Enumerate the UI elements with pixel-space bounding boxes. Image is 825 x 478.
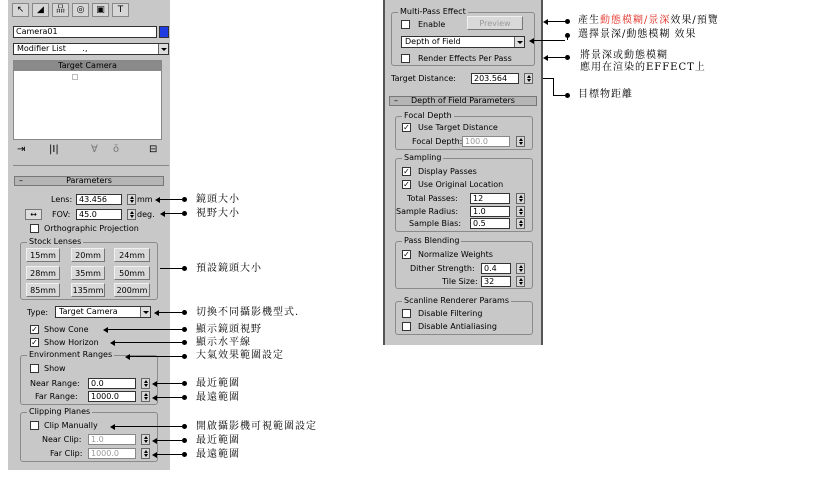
- fov-label: FOV:: [52, 210, 71, 219]
- type-label: Type:: [27, 308, 49, 317]
- leader-apply: [548, 57, 565, 58]
- sample-bias-spinner[interactable]: 0.5: [470, 218, 510, 229]
- far-clip-spinner[interactable]: 1000.0: [88, 448, 136, 459]
- leader-target-h2: [553, 95, 565, 96]
- annotation-apply-line2: 應用在渲染的EFFECT上: [580, 62, 706, 73]
- arrow-fov: [160, 211, 165, 217]
- far-clip-arrows[interactable]: [141, 448, 150, 459]
- chevron-down-icon: [158, 44, 168, 54]
- stack-tools: [13, 144, 169, 158]
- stack-cursor: [72, 74, 78, 80]
- target-distance-field[interactable]: 203.564: [471, 73, 519, 84]
- sample-radius-spinner[interactable]: 1.0: [470, 206, 510, 217]
- multipass-effect-title: Multi-Pass Effect: [400, 7, 466, 16]
- lens-28mm-button[interactable]: 28mm: [26, 266, 60, 280]
- sample-radius-label: Sample Radius:: [396, 207, 459, 216]
- leader-target-h1: [543, 78, 554, 79]
- show-cone-checkbox[interactable]: ✓: [31, 325, 38, 334]
- total-passes-spinner[interactable]: 12: [470, 193, 510, 204]
- arrow-apply: [543, 55, 548, 61]
- annotation-far-range: 最遠範圍: [196, 392, 240, 403]
- bullet-type: [182, 310, 187, 315]
- pass-blending-title: Pass Blending: [404, 236, 460, 245]
- modifier-list-dropdown[interactable]: [13, 43, 169, 55]
- annotation-type: 切換不同攝影機型式.: [196, 307, 300, 318]
- sample-bias-arrows[interactable]: [516, 218, 525, 229]
- leader-type: [159, 312, 182, 313]
- annotation-multipass-prefix: 產生: [578, 15, 600, 26]
- annotation-far-clip: 最遠範圍: [196, 449, 240, 460]
- scanline-params-title: Scanline Renderer Params: [404, 296, 510, 305]
- leader-horizon: [115, 342, 182, 343]
- leader-near-clip: [157, 440, 182, 441]
- target-distance-arrows[interactable]: [524, 73, 533, 84]
- clip-manually-checkbox[interactable]: [30, 421, 39, 430]
- object-name-field[interactable]: Camera01: [13, 26, 157, 38]
- modifier-stack: [13, 60, 162, 140]
- bullet-lens: [182, 197, 187, 202]
- bullet-horizon: [182, 340, 187, 345]
- tile-size-spinner[interactable]: 32: [481, 276, 511, 287]
- environment-ranges-title: Environment Ranges: [29, 350, 113, 359]
- lens-spinner-arrows[interactable]: [127, 194, 136, 205]
- bullet-clip: [182, 424, 187, 429]
- bullet-multipass: [565, 19, 570, 24]
- lens-200mm-button[interactable]: 200mm: [114, 283, 150, 297]
- fov-spinner[interactable]: 45.0: [76, 209, 122, 220]
- enable-label: Enable: [418, 20, 446, 29]
- use-original-location-checkbox[interactable]: ✓: [403, 180, 410, 189]
- tile-size-label: Tile Size:: [442, 277, 478, 286]
- annotation-select: 選擇景深/動態模糊 效果: [578, 29, 697, 40]
- leader-stock: [160, 268, 182, 269]
- bullet-fov: [182, 211, 187, 216]
- arrow-multipass: [543, 19, 548, 25]
- modifier-list-label: Modifier List: [17, 44, 66, 53]
- show-cone-label: Show Cone: [44, 325, 89, 334]
- camera-type-dropdown[interactable]: [55, 306, 151, 318]
- annotation-multipass: [578, 15, 719, 27]
- ortho-label: Orthographic Projection: [44, 224, 139, 233]
- far-range-label: Far Range:: [35, 392, 78, 401]
- chevron-down-icon: [140, 307, 150, 317]
- focal-depth-arrows[interactable]: [516, 136, 525, 147]
- annotation-stock: 預設鏡頭大小: [196, 263, 262, 274]
- bullet-far-clip: [182, 452, 187, 457]
- leader-near-range: [157, 383, 182, 384]
- stock-lenses-title: Stock Lenses: [29, 237, 82, 246]
- clipping-planes-title: Clipping Planes: [29, 407, 91, 416]
- right-panel-border-right: [541, 0, 543, 345]
- bullet-apply: [565, 55, 570, 60]
- motion-icon[interactable]: ◎: [72, 3, 89, 17]
- leader-cone: [108, 329, 182, 330]
- clip-manually-label: Clip Manually: [44, 421, 98, 430]
- lens-35mm-button[interactable]: 35mm: [71, 266, 105, 280]
- leader-lens: [160, 199, 182, 200]
- normalize-weights-label: Normalize Weights: [418, 250, 493, 259]
- preview-button[interactable]: Preview: [467, 16, 523, 30]
- annotation-target: 目標物距離: [578, 89, 633, 100]
- disable-antialiasing-label: Disable Antialiasing: [418, 322, 497, 331]
- far-range-arrows[interactable]: [141, 391, 150, 402]
- arrow-clip: [110, 424, 115, 430]
- hierarchy-icon[interactable]: 品: [52, 3, 69, 17]
- modifier-list-extra: .,: [82, 44, 88, 53]
- parameters-title: Parameters: [66, 176, 112, 185]
- lens-50mm-button[interactable]: 50mm: [114, 266, 150, 280]
- fov-unit: deg.: [137, 210, 155, 219]
- lens-unit: mm: [137, 195, 153, 204]
- render-effects-checkbox[interactable]: [401, 54, 410, 63]
- leader-clip: [115, 426, 182, 427]
- arrow-horizon: [110, 340, 115, 346]
- show-horizon-checkbox[interactable]: ✓: [31, 338, 38, 347]
- modify-icon[interactable]: ◢: [32, 3, 49, 17]
- remove-modifier-icon[interactable]: ō: [113, 144, 120, 155]
- render-effects-label: Render Effects Per Pass: [418, 54, 512, 63]
- command-tabs: [8, 2, 170, 20]
- bullet-far-range: [182, 395, 187, 400]
- object-color-swatch[interactable]: [159, 26, 169, 38]
- arrow-near-clip: [152, 438, 157, 444]
- chevron-down-icon: [514, 37, 524, 47]
- lens-85mm-button[interactable]: 85mm: [26, 283, 60, 297]
- far-range-spinner[interactable]: 1000.0: [88, 391, 136, 402]
- near-range-label: Near Range:: [30, 379, 80, 388]
- far-clip-label: Far Clip:: [50, 449, 83, 458]
- env-show-label: Show: [44, 364, 66, 373]
- utilities-icon[interactable]: T: [112, 3, 129, 17]
- near-clip-spinner[interactable]: 1.0: [88, 434, 136, 445]
- sampling-title: Sampling: [404, 153, 442, 162]
- leader-select-v: [567, 35, 568, 40]
- lens-15mm-button[interactable]: 15mm: [26, 248, 60, 262]
- leader-multipass: [548, 21, 565, 22]
- disable-filtering-label: Disable Filtering: [418, 309, 483, 318]
- annotation-lens: 鏡頭大小: [196, 194, 240, 205]
- parameters-rollout[interactable]: [14, 176, 164, 186]
- focal-depth-title: Focal Depth: [404, 111, 452, 120]
- collapse-icon: –: [19, 176, 23, 185]
- bullet-stock: [182, 266, 187, 271]
- total-passes-label: Total Passes:: [407, 194, 458, 203]
- annotation-multipass-red: 動態模糊/景深: [600, 15, 671, 26]
- arrow-near-range: [152, 381, 157, 387]
- sample-bias-label: Sample Bias:: [409, 219, 462, 228]
- annotation-horizon: 顯示水平線: [196, 337, 251, 348]
- dither-strength-arrows[interactable]: [516, 263, 525, 274]
- arrow-select: [529, 38, 534, 44]
- sample-radius-arrows[interactable]: [516, 206, 525, 217]
- near-clip-label: Near Clip:: [42, 435, 82, 444]
- normalize-weights-checkbox[interactable]: ✓: [403, 250, 410, 259]
- ortho-checkbox[interactable]: [30, 224, 39, 233]
- bullet-cone: [182, 327, 187, 332]
- annotation-apply-line1: 將景深或動態模糊: [580, 50, 668, 61]
- right-panel-border-left: [383, 0, 385, 345]
- effect-dropdown[interactable]: [401, 36, 525, 48]
- annotation-clip: 開啟攝影機可視範圍設定: [196, 421, 317, 432]
- annotation-near-clip: 最近範圍: [196, 435, 240, 446]
- lens-20mm-button[interactable]: 20mm: [71, 248, 105, 262]
- create-icon[interactable]: ↖: [12, 3, 29, 17]
- dof-parameters-rollout[interactable]: [389, 96, 537, 106]
- focal-depth-label: Focal Depth:: [412, 137, 463, 146]
- stack-item-target-camera[interactable]: Target Camera: [14, 61, 161, 71]
- dither-strength-spinner[interactable]: 0.4: [481, 263, 511, 274]
- divider: [13, 165, 169, 166]
- bullet-target: [565, 93, 570, 98]
- disable-filtering-checkbox[interactable]: [402, 309, 411, 318]
- use-target-distance-checkbox[interactable]: ✓: [403, 123, 410, 132]
- lens-24mm-button[interactable]: 24mm: [114, 248, 150, 262]
- annotation-env: 大氣效果範圍設定: [196, 350, 284, 361]
- arrow-far-range: [152, 395, 157, 401]
- annotation-near-range: 最近範圍: [196, 378, 240, 389]
- display-passes-label: Display Passes: [418, 167, 477, 176]
- leader-far-clip: [157, 454, 182, 455]
- lens-label: Lens:: [51, 195, 73, 204]
- near-clip-arrows[interactable]: [141, 434, 150, 445]
- disable-antialiasing-checkbox[interactable]: [402, 322, 411, 331]
- fov-spinner-arrows[interactable]: [127, 209, 136, 220]
- show-end-result-icon[interactable]: |I|: [49, 144, 59, 155]
- annotation-multipass-suffix: 效果/預覽: [670, 15, 719, 26]
- collapse-icon: –: [394, 96, 398, 105]
- show-horizon-label: Show Horizon: [44, 338, 99, 347]
- lens-spinner[interactable]: 43.456: [76, 194, 122, 205]
- env-show-checkbox[interactable]: [30, 364, 39, 373]
- bullet-near-clip: [182, 438, 187, 443]
- make-unique-icon[interactable]: ∀: [91, 144, 98, 155]
- leader-far-range: [157, 397, 182, 398]
- leader-target-v: [553, 78, 554, 95]
- arrow-env: [125, 354, 130, 360]
- focal-depth-spinner[interactable]: 100.0: [462, 136, 510, 147]
- use-original-location-label: Use Original Location: [418, 180, 504, 189]
- leader-env: [130, 356, 182, 357]
- arrow-type: [154, 310, 159, 316]
- fov-direction-button[interactable]: ↔: [25, 209, 42, 220]
- bullet-near-range: [182, 381, 187, 386]
- dof-parameters-title: Depth of Field Parameters: [411, 96, 515, 105]
- tile-size-arrows[interactable]: [516, 276, 525, 287]
- use-target-distance-label: Use Target Distance: [418, 123, 498, 132]
- camera-type-value: Target Camera: [59, 307, 118, 316]
- lens-135mm-button[interactable]: 135mm: [71, 283, 105, 297]
- display-icon[interactable]: ▣: [92, 3, 109, 17]
- arrow-cone: [103, 327, 108, 333]
- target-distance-label: Target Distance:: [391, 74, 456, 83]
- bullet-env: [182, 354, 187, 359]
- enable-checkbox[interactable]: [401, 20, 410, 29]
- annotation-fov: 視野大小: [196, 208, 240, 219]
- total-passes-arrows[interactable]: [516, 193, 525, 204]
- annotation-cone: 顯示鏡頭視野: [196, 324, 262, 335]
- display-passes-checkbox[interactable]: ✓: [403, 167, 410, 176]
- leader-fov: [165, 213, 182, 214]
- dither-strength-label: Dither Strength:: [410, 264, 475, 273]
- arrow-far-clip: [152, 452, 157, 458]
- effect-value: Depth of Field: [405, 37, 461, 46]
- configure-sets-icon[interactable]: ⊟: [149, 144, 158, 155]
- near-range-spinner[interactable]: 0.0: [88, 378, 136, 389]
- near-range-arrows[interactable]: [141, 378, 150, 389]
- arrow-lens: [155, 197, 160, 203]
- leader-select: [534, 40, 565, 41]
- pin-stack-icon[interactable]: ⇥: [17, 144, 26, 155]
